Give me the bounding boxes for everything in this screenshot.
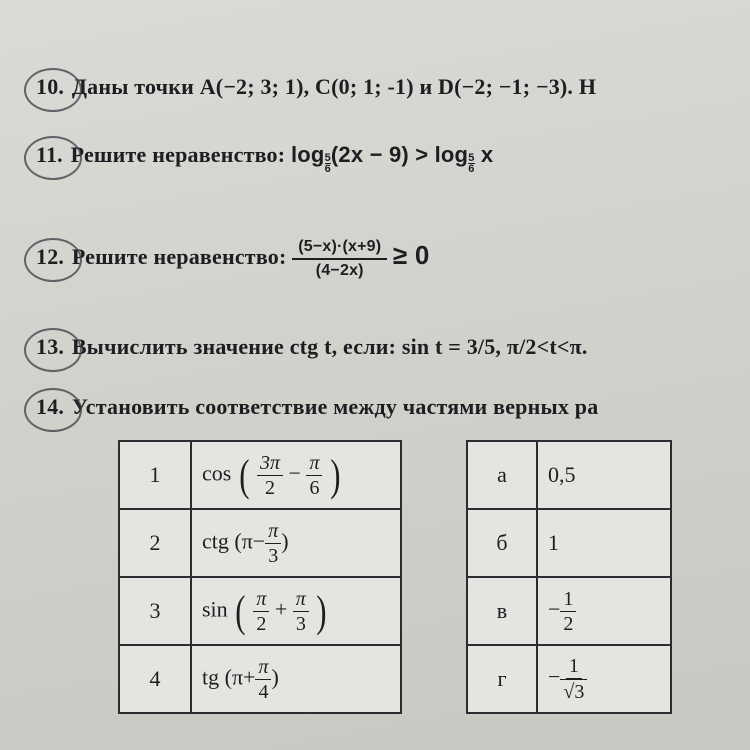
log-label-2: log bbox=[434, 142, 469, 167]
task-11-number: 11. bbox=[36, 142, 63, 167]
row-number: 1 bbox=[119, 441, 191, 509]
function-name: ctg (π− bbox=[202, 528, 266, 554]
right-paren: ) bbox=[271, 664, 279, 690]
answer-value: 1 bbox=[537, 509, 671, 577]
table-row bbox=[467, 577, 671, 645]
fraction-denominator: (4−2x) bbox=[315, 262, 364, 279]
row-number: 3 bbox=[119, 577, 191, 645]
answer-value: 0,5 bbox=[537, 441, 671, 509]
answer-value bbox=[537, 645, 671, 713]
log-base-2 bbox=[468, 153, 474, 174]
function-name: tg (π+ bbox=[202, 664, 256, 690]
table-row bbox=[119, 441, 401, 509]
table-row bbox=[119, 577, 401, 645]
rational-fraction bbox=[292, 238, 387, 280]
minus-sign: − bbox=[548, 664, 561, 690]
function-name: cos bbox=[202, 460, 232, 486]
left-paren: ( bbox=[235, 586, 246, 636]
log-label: log bbox=[290, 142, 325, 167]
fraction-denominator: 2 bbox=[265, 476, 275, 499]
fraction-numerator: π bbox=[253, 589, 269, 612]
log-base-denominator: 6 bbox=[324, 163, 331, 175]
table-row bbox=[119, 509, 401, 577]
task-11 bbox=[34, 142, 493, 174]
fraction-numerator: π bbox=[293, 589, 309, 612]
fraction-numerator: π bbox=[306, 453, 322, 476]
fraction-b bbox=[265, 521, 281, 566]
task-12-text: Решите неравенство: bbox=[71, 244, 287, 270]
right-paren: ) bbox=[281, 528, 289, 554]
operator: + bbox=[274, 596, 288, 622]
expression-cell bbox=[191, 645, 401, 713]
row-number: 2 bbox=[119, 509, 191, 577]
answer-value bbox=[537, 577, 671, 645]
log-argument: (2x − 9) > bbox=[330, 142, 429, 167]
task-10-text: Даны точки A(−2; 3; 1), C(0; 1; -1) и D(−2; −1; −3). Н bbox=[71, 74, 597, 99]
task-14 bbox=[34, 394, 598, 420]
expression-cell bbox=[191, 577, 401, 645]
fraction-numerator: 3π bbox=[257, 453, 283, 476]
log-base-2-numerator: 5 bbox=[468, 152, 475, 164]
left-paren: ( bbox=[239, 450, 250, 500]
fraction-numerator: π bbox=[255, 657, 271, 680]
expression-cell bbox=[191, 441, 401, 509]
fraction-b bbox=[293, 589, 309, 634]
fraction-denominator: 2 bbox=[256, 612, 267, 635]
answers-table bbox=[466, 440, 672, 714]
table-row bbox=[467, 509, 671, 577]
fraction-numerator: (5−x)·(x+9) bbox=[292, 238, 387, 260]
answer-letter: а bbox=[467, 441, 537, 509]
task-12 bbox=[34, 238, 430, 280]
answer-letter: г bbox=[467, 645, 537, 713]
fraction-denominator: √3 bbox=[560, 679, 587, 702]
task-13 bbox=[34, 334, 588, 360]
log-argument-2: x bbox=[480, 142, 494, 167]
fraction-denominator: 6 bbox=[309, 476, 320, 499]
task-12-number: 12. bbox=[36, 244, 65, 270]
log-expression bbox=[290, 142, 494, 175]
fraction-denominator: 3 bbox=[295, 612, 306, 635]
inequality-sign: ≥ 0 bbox=[393, 240, 430, 271]
right-paren: ) bbox=[316, 586, 327, 636]
right-paren: ) bbox=[330, 450, 341, 500]
task-13-text: Вычислить значение ctg t, если: sin t = 3/5, π/2<t<π. bbox=[71, 334, 588, 359]
task-10 bbox=[34, 74, 596, 100]
fraction-b bbox=[306, 453, 322, 498]
answer-letter: б bbox=[467, 509, 537, 577]
log-base-numerator: 5 bbox=[324, 152, 331, 164]
fraction-a bbox=[257, 453, 283, 498]
task-14-text: Установить соответствие между частями верных ра bbox=[71, 394, 599, 419]
operator: − bbox=[288, 460, 301, 486]
table-row bbox=[119, 645, 401, 713]
row-number: 4 bbox=[119, 645, 191, 713]
task-10-number: 10. bbox=[36, 74, 65, 99]
function-name: sin bbox=[202, 596, 228, 622]
answer-letter: в bbox=[467, 577, 537, 645]
expression-cell bbox=[191, 509, 401, 577]
expressions-table bbox=[118, 440, 402, 714]
answer-fraction bbox=[560, 589, 576, 634]
fraction-numerator: 1 bbox=[566, 656, 582, 679]
fraction-denominator: 2 bbox=[563, 612, 574, 635]
fraction-a bbox=[253, 589, 269, 634]
fraction-numerator: π bbox=[265, 521, 281, 544]
table-row bbox=[467, 441, 671, 509]
minus-sign: − bbox=[548, 596, 561, 622]
task-13-number: 13. bbox=[36, 334, 65, 359]
answer-fraction bbox=[560, 656, 587, 702]
task-11-text: Решите неравенство: bbox=[70, 142, 286, 167]
log-base-2-denominator: 6 bbox=[468, 163, 475, 175]
fraction-numerator: 1 bbox=[560, 589, 576, 612]
table-row bbox=[467, 645, 671, 713]
task-14-number: 14. bbox=[36, 394, 65, 419]
fraction-b bbox=[255, 657, 271, 702]
fraction-denominator: 3 bbox=[268, 544, 279, 567]
fraction-denominator: 4 bbox=[258, 680, 269, 703]
